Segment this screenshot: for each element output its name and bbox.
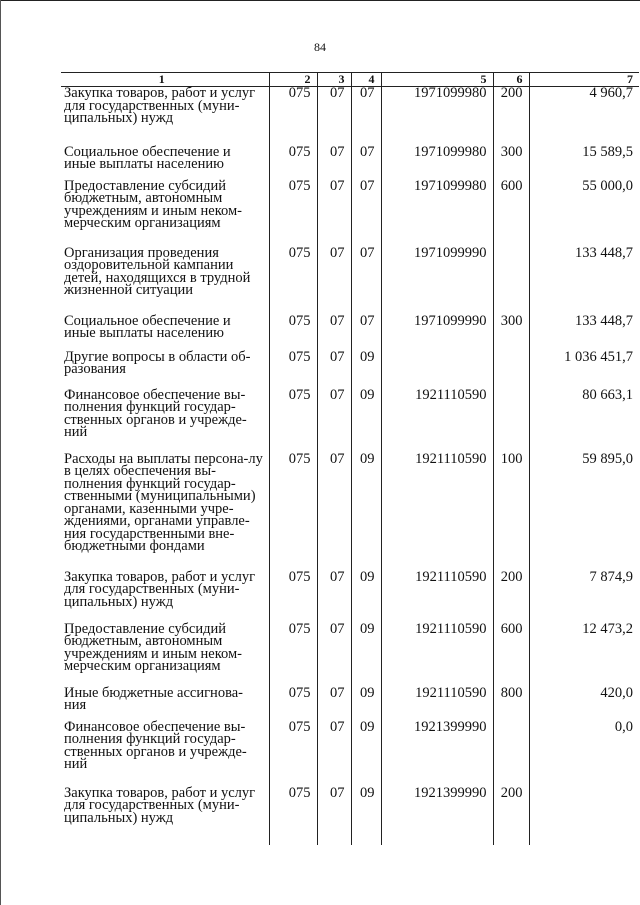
subsection-code: 07	[351, 87, 381, 146]
subsection-code: 09	[351, 389, 381, 453]
grbs-code: 075	[269, 180, 317, 247]
amount	[529, 787, 639, 845]
subsection-code: 09	[351, 453, 381, 571]
left-border-line	[0, 0, 1, 905]
target-article-code: 1971099980	[381, 146, 493, 180]
amount: 15 589,5	[529, 146, 639, 180]
table-row	[61, 87, 639, 146]
section-code: 07	[317, 687, 351, 721]
grbs-code: 075	[269, 389, 317, 453]
target-article-code: 1921110590	[381, 571, 493, 623]
row-label: Закупка товаров, работ и услуг для государственных (муни-ципальных) нужд	[64, 568, 256, 610]
subsection-code: 09	[351, 351, 381, 389]
target-article-code: 1921399990	[381, 721, 493, 787]
row-label: Расходы на выплаты персона-лу в целях обеспечения вы-полнения функций государ-ственными (муниципальными) органами, казенными учре-ждениями, органами управле-ния государственными вне-бюджетными фондами	[64, 450, 263, 554]
expense-type-code: 200	[493, 571, 529, 623]
grbs-code: 075	[269, 721, 317, 787]
target-article-code: 1921110590	[381, 389, 493, 453]
amount: 80 663,1	[529, 389, 639, 453]
grbs-code: 075	[269, 146, 317, 180]
section-code: 07	[317, 571, 351, 623]
table-row	[61, 351, 639, 389]
section-code: 07	[317, 247, 351, 315]
table-row	[61, 315, 639, 351]
amount: 55 000,0	[529, 180, 639, 247]
section-code: 07	[317, 180, 351, 247]
column-header: 3	[317, 73, 351, 87]
table-row	[61, 453, 639, 571]
table-row	[61, 247, 639, 315]
section-code: 07	[317, 721, 351, 787]
table-row	[61, 571, 639, 623]
top-border-line	[0, 0, 640, 1]
expense-type-code: 200	[493, 87, 529, 146]
target-article-code: 1971099990	[381, 247, 493, 315]
section-code: 07	[317, 315, 351, 351]
section-code: 07	[317, 389, 351, 453]
subsection-code: 07	[351, 146, 381, 180]
column-header: 2	[269, 73, 317, 87]
row-label: Социальное обеспечение и иные выплаты населению	[64, 312, 231, 341]
target-article-code: 1921110590	[381, 687, 493, 721]
grbs-code: 075	[269, 787, 317, 845]
target-article-code: 1971099980	[381, 87, 493, 146]
amount: 133 448,7	[529, 315, 639, 351]
expense-type-code	[493, 351, 529, 389]
expense-type-code	[493, 389, 529, 453]
amount: 59 895,0	[529, 453, 639, 571]
subsection-code: 07	[351, 315, 381, 351]
table-row	[61, 721, 639, 787]
target-article-code: 1921110590	[381, 623, 493, 687]
column-header: 1	[61, 73, 269, 87]
amount: 1 036 451,7	[529, 351, 639, 389]
row-label: Иные бюджетные ассигнова-ния	[64, 684, 243, 713]
row-label: Закупка товаров, работ и услуг для государственных (муни-ципальных) нужд	[64, 85, 256, 126]
target-article-code: 1971099980	[381, 180, 493, 247]
expense-type-code: 300	[493, 146, 529, 180]
subsection-code: 07	[351, 247, 381, 315]
grbs-code: 075	[269, 571, 317, 623]
page-number: 84	[314, 40, 326, 54]
grbs-code: 075	[269, 87, 317, 146]
column-header: 6	[493, 73, 529, 87]
table-row	[61, 146, 639, 180]
subsection-code: 09	[351, 571, 381, 623]
amount: 420,0	[529, 687, 639, 721]
table-row	[61, 389, 639, 453]
target-article-code: 1971099990	[381, 315, 493, 351]
table-row	[61, 623, 639, 687]
row-label: Финансовое обеспечение вы-полнения функций государ-ственных органов и учрежде-ний	[64, 386, 247, 440]
column-header: 5	[381, 73, 493, 87]
expense-type-code: 300	[493, 315, 529, 351]
section-code: 07	[317, 87, 351, 146]
budget-table	[61, 72, 639, 845]
expense-type-code	[493, 247, 529, 315]
section-code: 07	[317, 787, 351, 845]
subsection-code: 07	[351, 180, 381, 247]
row-label: Финансовое обеспечение вы-полнения функций государ-ственных органов и учрежде-ний	[64, 718, 247, 772]
column-header: 7	[529, 73, 639, 87]
table-body	[61, 87, 639, 845]
subsection-code: 09	[351, 721, 381, 787]
amount: 133 448,7	[529, 247, 639, 315]
row-label: Предоставление субсидий бюджетным, автономным учреждениям и иным неком-мерческим организациям	[64, 177, 242, 231]
row-label: Закупка товаров, работ и услуг для государственных (муни-ципальных) нужд	[64, 784, 256, 826]
amount: 12 473,2	[529, 623, 639, 687]
table-row	[61, 180, 639, 247]
table-row	[61, 787, 639, 845]
section-code: 07	[317, 146, 351, 180]
row-label: Другие вопросы в области об-разования	[64, 348, 251, 377]
expense-type-code: 600	[493, 180, 529, 247]
grbs-code: 075	[269, 351, 317, 389]
amount: 7 874,9	[529, 571, 639, 623]
target-article-code	[381, 351, 493, 389]
section-code: 07	[317, 351, 351, 389]
column-header: 4	[351, 73, 381, 87]
expense-type-code: 800	[493, 687, 529, 721]
row-label: Социальное обеспечение и иные выплаты населению	[64, 143, 231, 172]
subsection-code: 09	[351, 787, 381, 845]
amount: 0,0	[529, 721, 639, 787]
subsection-code: 09	[351, 687, 381, 721]
section-code: 07	[317, 623, 351, 687]
subsection-code: 09	[351, 623, 381, 687]
target-article-code: 1921399990	[381, 787, 493, 845]
expense-type-code: 600	[493, 623, 529, 687]
row-label: Предоставление субсидий бюджетным, автономным учреждениям и иным неком-мерческим организациям	[64, 620, 242, 674]
expense-type-code: 100	[493, 453, 529, 571]
grbs-code: 075	[269, 687, 317, 721]
grbs-code: 075	[269, 247, 317, 315]
target-article-code: 1921110590	[381, 453, 493, 571]
grbs-code: 075	[269, 623, 317, 687]
amount: 4 960,7	[529, 87, 639, 146]
section-code: 07	[317, 453, 351, 571]
row-label: Организация проведения оздоровительной кампании детей, находящихся в трудной жизненной ситуации	[64, 244, 251, 298]
expense-type-code	[493, 721, 529, 787]
grbs-code: 075	[269, 315, 317, 351]
table-row	[61, 687, 639, 721]
grbs-code: 075	[269, 453, 317, 571]
expense-type-code: 200	[493, 787, 529, 845]
